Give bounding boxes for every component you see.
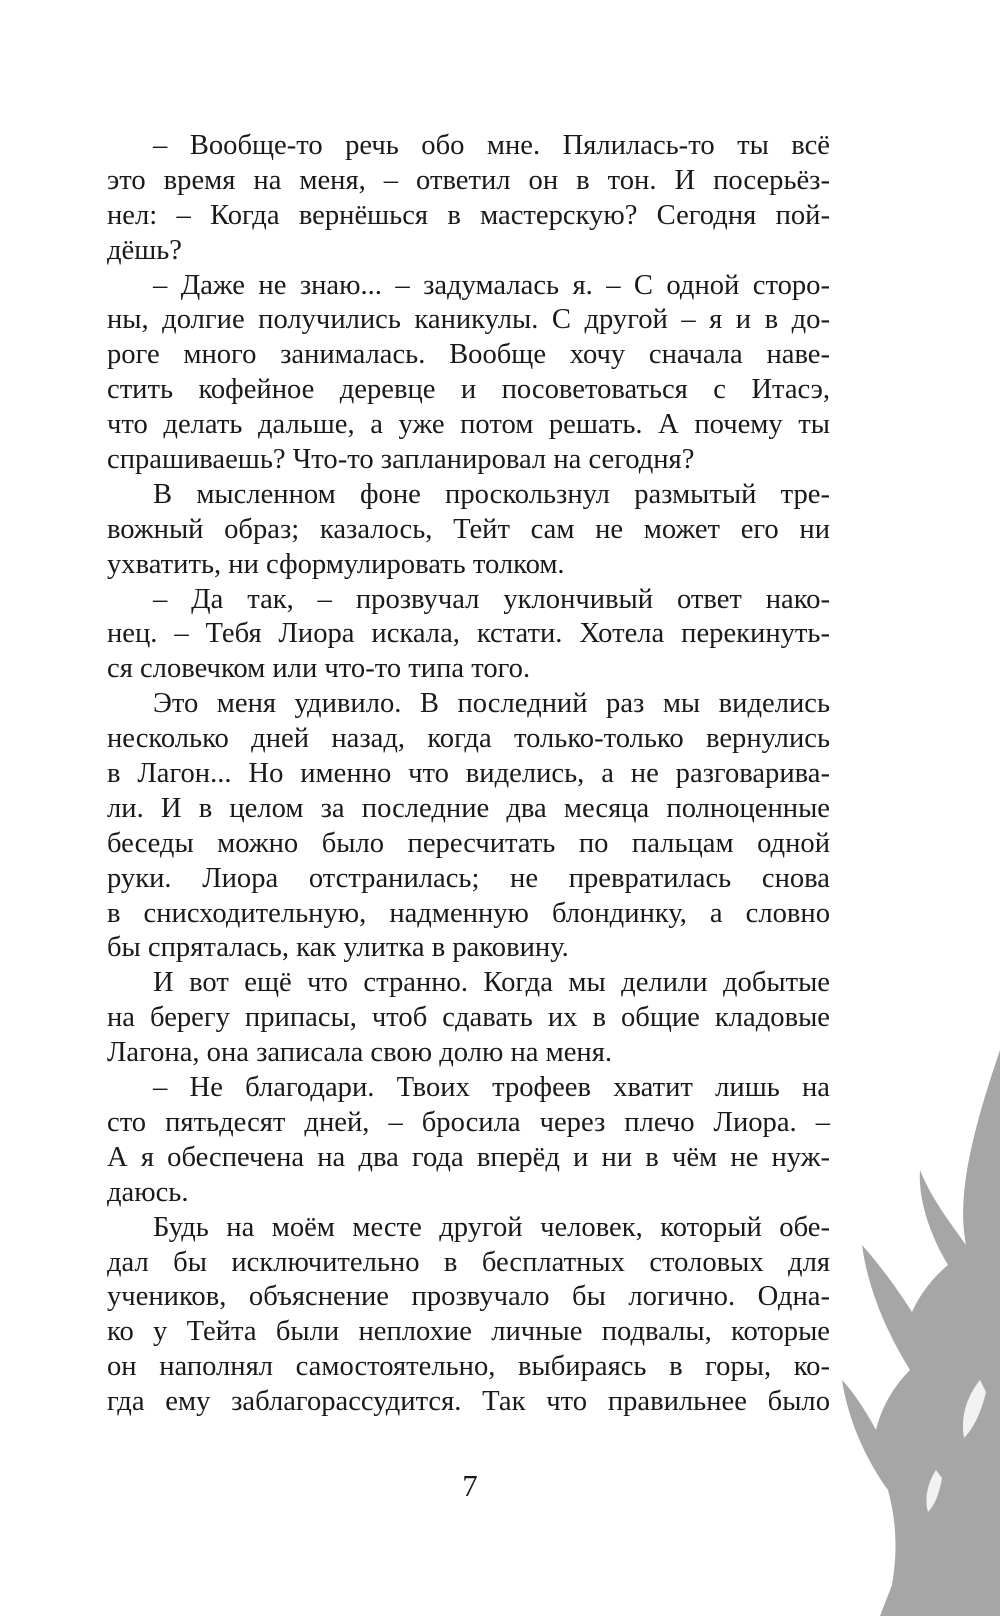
text-line: в Лагон... Но именно что виделись, а не разговарива- <box>107 758 830 790</box>
text-line: в снисходительную, надменную блондинку, а словно <box>107 897 830 929</box>
text-line: Лагона, она записала свою долю на меня. <box>107 1037 613 1069</box>
text-line: – Даже не знаю... – задумалась я. – С одной сторо- <box>153 269 830 301</box>
page-number: 7 <box>462 1468 478 1503</box>
text-line: – Вообще-то речь обо мне. Пялилась-то ты всё <box>153 130 830 161</box>
text-line: ся словечком или что-то типа того. <box>107 653 531 685</box>
text-line: на берегу припасы, чтоб сдавать их в общие кладовые <box>107 1002 830 1034</box>
text-line: дал бы исключительно в бесплатных столовых для <box>107 1246 830 1278</box>
flame-icon <box>840 1050 1000 1616</box>
text-line: даюсь. <box>107 1176 189 1208</box>
text-block <box>107 129 830 1420</box>
text-line: роге много занималась. Вообще хочу сначала наве- <box>107 339 830 371</box>
text-line: ко у Тейта были неплохие личные подвалы, которые <box>107 1316 830 1348</box>
text-line: – Не благодари. Твоих трофеев хватит лишь на <box>153 1072 830 1104</box>
text-line: стить кофейное деревце и посоветоваться с Итасэ, <box>107 374 830 406</box>
text-line: вожный образ; казалось, Тейт сам не может его ни <box>107 513 830 545</box>
text-line: несколько дней назад, когда только-только вернулись <box>107 723 830 755</box>
text-line: Будь на моём месте другой человек, который обе- <box>153 1211 830 1243</box>
text-line: В мысленном фоне проскользнул размытый тре- <box>153 478 830 510</box>
text-line: гда ему заблагорассудится. Так что правильнее было <box>107 1386 830 1418</box>
text-line: ухватить, ни сформулировать толком. <box>107 548 565 580</box>
text-line: он наполнял самостоятельно, выбираясь в горы, ко- <box>107 1351 830 1383</box>
text-line: нел: – Когда вернёшься в мастерскую? Сегодня пой- <box>107 199 830 231</box>
text-line: Это меня удивило. В последний раз мы виделись <box>153 688 830 720</box>
text-line: – Да так, – прозвучал уклончивый ответ нако- <box>153 583 830 615</box>
text-line: спрашиваешь? Что-то запланировал на сегодня? <box>107 444 695 476</box>
text-line: ны, долгие получились каникулы. С другой – я и в до- <box>107 304 830 336</box>
text-line: что делать дальше, а уже потом решать. А почему ты <box>107 409 830 441</box>
text-line: беседы можно было пересчитать по пальцам одной <box>107 827 830 859</box>
text-line: руки. Лиора отстранилась; не превратилась снова <box>107 862 830 894</box>
text-line: это время на меня, – ответил он в тон. И посерьёз- <box>107 164 830 196</box>
text-line: нец. – Тебя Лиора искала, кстати. Хотела перекинуть- <box>107 618 830 650</box>
text-line: бы спряталась, как улитка в раковину. <box>107 932 569 964</box>
text-line: И вот ещё что странно. Когда мы делили добытые <box>153 967 830 999</box>
text-line: А я обеспечена на два года вперёд и ни в чём не нуж- <box>107 1141 830 1173</box>
text-line: сто пятьдесят дней, – бросила через плечо Лиора. – <box>107 1106 830 1138</box>
text-line: дёшь? <box>107 234 182 266</box>
text-line: учеников, объяснение прозвучало бы логично. Одна- <box>107 1281 830 1313</box>
text-line: ли. И в целом за последние два месяца полноценные <box>107 792 830 824</box>
